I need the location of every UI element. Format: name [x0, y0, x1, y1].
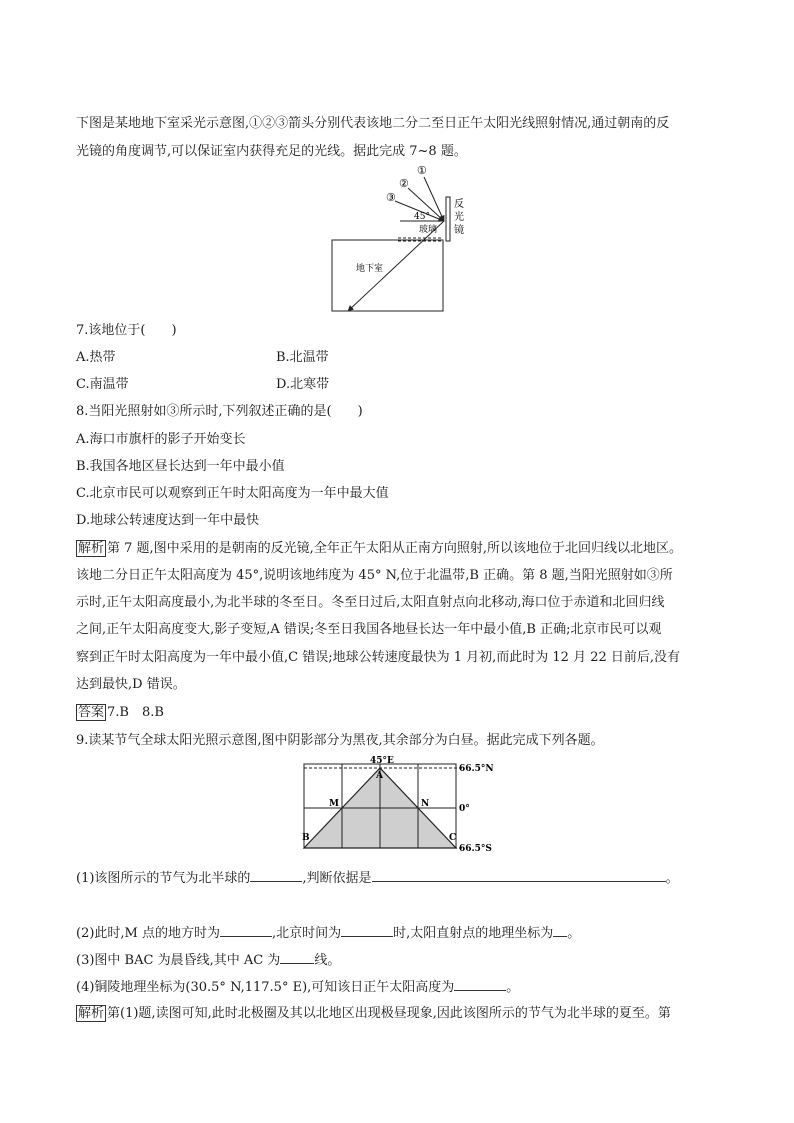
q7-option-b: B.北温带 — [276, 350, 329, 365]
q9-part-2: (2)此时,M 点的地方时为 ,北京时间为 时,太阳直射点的地理坐标为 。 — [76, 926, 581, 941]
q7-row-2 — [76, 377, 330, 393]
analysis-1-line-5: 察到正午时太阳高度为一年中最小值,C 错误;地球公转速度最快为 1 月初,而此时为 12 月 22 日前后,没有 — [76, 650, 681, 665]
intro-line-2: 光镜的角度调节,可以保证室内获得充足的光线。据此完成 7~8 题。 — [76, 144, 467, 159]
q8-option-c: C.北京市民可以观察到正午时太阳高度为一年中最大值 — [76, 486, 389, 501]
answer-blank[interactable] — [250, 869, 302, 882]
answer-blank[interactable] — [341, 924, 393, 937]
ray-label-2: ② — [399, 177, 409, 190]
analysis-1-line-4: 之间,正午太阳高度变大,影子变短,A 错误;冬至日我国各地昼长达一年中最小值,B 正确;北京市民可以观 — [76, 622, 662, 637]
q7-option-d: D.北寒带 — [276, 377, 330, 392]
intro-line-1: 下图是某地地下室采光示意图,①②③箭头分别代表该地二分二至日正午太阳光线照射情况,通过朝南的反 — [76, 116, 670, 131]
q9-part-3: (3)图中 BAC 为晨昏线,其中 AC 为 线。 — [76, 953, 341, 968]
q7-option-a: A.热带 — [76, 350, 116, 365]
ray-label-3: ③ — [386, 191, 396, 204]
basement-label: 地下室 — [356, 264, 384, 274]
q8-option-d: D.地球公转速度达到一年中最快 — [76, 513, 260, 528]
mirror-label-3: 镜 — [454, 225, 464, 236]
answer-1: 答案 7.B 8.B — [78, 705, 164, 720]
analysis-1-line-6: 达到最快,D 错误。 — [76, 677, 186, 692]
meridian-label: 45°E — [370, 756, 394, 766]
q9-part-4: (4)铜陵地理坐标为(30.5° N,117.5° E),可知该日正午太阳高度为 。 — [76, 980, 520, 995]
analysis-1-line-2: 该地二分日正午太阳高度为 45°,说明该地纬度为 45° N,位于北温带,B 正确。第 8 题,当阳光照射如③所 — [76, 568, 673, 583]
glass-label: 玻璃 — [419, 225, 438, 235]
analysis-1-line-1: 解析 第 7 题,图中采用的是朝南的反光镜,全年正午太阳从正南方向照射,所以该地位于北回归线以北地区。 — [78, 541, 682, 556]
answer-blank[interactable] — [454, 978, 506, 991]
angle-label: 45° — [414, 212, 430, 222]
q8-option-b: B.我国各地区昼长达到一年中最小值 — [76, 459, 285, 474]
illumination-diagram — [296, 756, 516, 856]
answer-blank[interactable] — [372, 869, 666, 882]
lat-label-s: 66.5°S — [459, 844, 492, 854]
q7-stem: 7.该地位于( ) — [76, 323, 177, 338]
point-n: N — [421, 799, 430, 809]
analysis-1-line-3: 示时,正午太阳高度最小,为北半球的冬至日。冬至日过后,太阳直射点向北移动,海口位于赤道和北回归线 — [76, 595, 665, 610]
answer-blank[interactable] — [280, 951, 314, 964]
lat-label-eq: 0° — [459, 804, 470, 814]
answer-blank[interactable] — [220, 924, 272, 937]
q8-stem: 8.当阳光照射如③所示时,下列叙述正确的是( ) — [76, 404, 363, 419]
mirror-label-2: 光 — [454, 212, 464, 223]
mirror — [446, 197, 450, 241]
mirror-label-1: 反 — [454, 199, 464, 210]
point-m: M — [329, 799, 339, 809]
q8-option-a: A.海口市旗杆的影子开始变长 — [76, 432, 246, 447]
q7-option-c: C.南温带 — [76, 377, 129, 392]
point-a: A — [376, 771, 383, 781]
basement-box — [332, 240, 443, 311]
point-b: B — [302, 833, 310, 843]
answer-blank[interactable] — [553, 924, 567, 937]
q9-stem: 9.读某节气全球太阳光照示意图,图中阴影部分为黑夜,其余部分为白昼。据此完成下列各题。 — [76, 733, 604, 748]
point-c: C — [449, 833, 457, 843]
answer-tag: 答案 — [78, 705, 105, 720]
lat-label-n: 66.5°N — [459, 764, 494, 774]
analysis-tag: 解析 — [78, 541, 105, 556]
analysis-tag: 解析 — [78, 1006, 105, 1021]
basement-lighting-diagram — [320, 163, 480, 315]
q7-row-1 — [76, 350, 329, 366]
q9-part-1: (1)该图所示的节气为北半球的 ,判断依据是 。 — [76, 871, 679, 886]
analysis-2-line-1: 解析 第(1)题,读图可知,此时北极圈及其以北地区出现极昼现象,因此该图所示的节气为北半球的夏至。第 — [78, 1006, 671, 1021]
ray-label-1: ① — [417, 164, 427, 177]
